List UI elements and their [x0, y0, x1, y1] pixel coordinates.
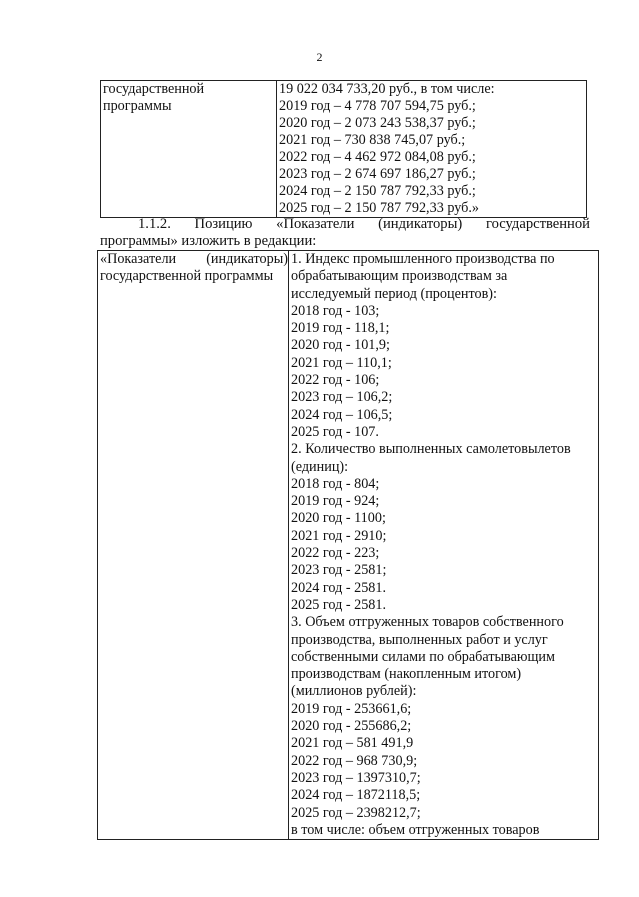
indicator-value-line: 2024 год - 2581. — [291, 579, 387, 596]
amendment-line-2: программы» изложить в редакции: — [100, 233, 317, 249]
indicator-heading: 3. Объем отгруженных товаров собственного — [291, 614, 564, 631]
indicator-value-line: 2021 год – 110,1; — [291, 354, 392, 371]
indicator-heading: обрабатывающим производствам за — [291, 268, 508, 285]
funding-year-line: 2023 год – 2 674 697 186,27 руб.; — [279, 166, 476, 182]
indicator-value-line: 2025 год - 107. — [291, 423, 379, 440]
indicator-heading: производства, выполненных работ и услуг — [291, 631, 548, 648]
indicator-value-line: 2019 год - 924; — [291, 493, 380, 510]
funding-year-line: 2020 год – 2 073 243 538,37 руб.; — [279, 115, 476, 131]
funding-table — [100, 80, 587, 218]
indicator-value-line: 2021 год – 581 491,9 — [291, 735, 414, 752]
amendment-word: 1.1.2. — [138, 216, 171, 232]
indicator-heading: 1. Индекс промышленного производства по — [291, 251, 555, 267]
indicator-heading: собственными силами по обрабатывающим — [291, 648, 555, 665]
indicator-value-line: 2022 год – 968 730,9; — [291, 752, 418, 769]
indicator-continuation-line: в том числе: объем отгруженных товаров — [291, 821, 540, 838]
funding-year-line: 2019 год – 4 778 707 594,75 руб.; — [279, 98, 476, 114]
indicators-table — [97, 250, 599, 840]
funding-label-cell — [101, 81, 277, 218]
indicator-value-line: 2020 год - 1100; — [291, 510, 386, 527]
indicator-heading: производствам (накопленным итогом) — [291, 666, 522, 683]
funding-values-cell — [277, 81, 587, 218]
indicators-label-word: «Показатели — [100, 251, 177, 267]
indicator-heading: 2. Количество выполненных самолетовылетов — [291, 441, 571, 458]
indicator-value-line: 2024 год – 1872118,5; — [291, 787, 421, 804]
amendment-word: «Показатели — [276, 216, 355, 232]
amendment-word: государственной — [485, 216, 590, 232]
amendment-word: (индикаторы) — [378, 216, 463, 232]
funding-year-line: 2021 год – 730 838 745,07 руб.; — [279, 132, 466, 148]
funding-total-line: 19 022 034 733,20 руб., в том числе: — [279, 81, 495, 97]
indicator-value-line: 2019 год - 118,1; — [291, 320, 390, 337]
indicator-value-line: 2023 год – 1397310,7; — [291, 769, 421, 786]
amendment-line-1 — [138, 216, 590, 233]
indicators-label-line-2: государственной программы — [100, 268, 274, 284]
indicator-value-line: 2025 год - 2581. — [291, 596, 387, 613]
page-number: 2 — [316, 50, 323, 64]
indicator-value-line: 2025 год – 2398212,7; — [291, 804, 421, 821]
indicators-label-cell — [98, 251, 289, 840]
funding-year-line: 2022 год – 4 462 972 084,08 руб.; — [279, 149, 476, 165]
funding-year-line: 2024 год – 2 150 787 792,33 руб.; — [279, 183, 476, 199]
amendment-word: Позицию — [194, 216, 253, 232]
indicator-value-line: 2022 год - 223; — [291, 545, 380, 562]
funding-year-line: 2025 год – 2 150 787 792,33 руб.» — [279, 200, 480, 216]
indicator-heading: (миллионов рублей): — [291, 683, 417, 700]
indicators-values-cell — [289, 251, 599, 840]
indicator-value-line: 2020 год - 255686,2; — [291, 718, 412, 735]
indicator-value-line: 2023 год – 106,2; — [291, 389, 393, 406]
indicators-label-line-1 — [100, 251, 288, 268]
indicator-value-line: 2024 год – 106,5; — [291, 406, 393, 423]
indicator-value-line: 2020 год - 101,9; — [291, 337, 390, 354]
indicator-value-line: 2023 год - 2581; — [291, 562, 387, 579]
indicator-value-line: 2019 год - 253661,6; — [291, 700, 412, 717]
funding-label-line: программы — [103, 98, 172, 114]
indicator-value-line: 2018 год - 103; — [291, 302, 380, 319]
indicator-value-line: 2022 год - 106; — [291, 372, 380, 389]
funding-label-line: государственной — [103, 81, 205, 97]
indicator-value-line: 2021 год - 2910; — [291, 527, 387, 544]
indicators-label-word: (индикаторы) — [206, 251, 288, 267]
indicator-value-line: 2018 год - 804; — [291, 475, 380, 492]
indicator-heading: исследуемый период (процентов): — [291, 285, 497, 302]
indicator-heading: (единиц): — [291, 458, 349, 475]
